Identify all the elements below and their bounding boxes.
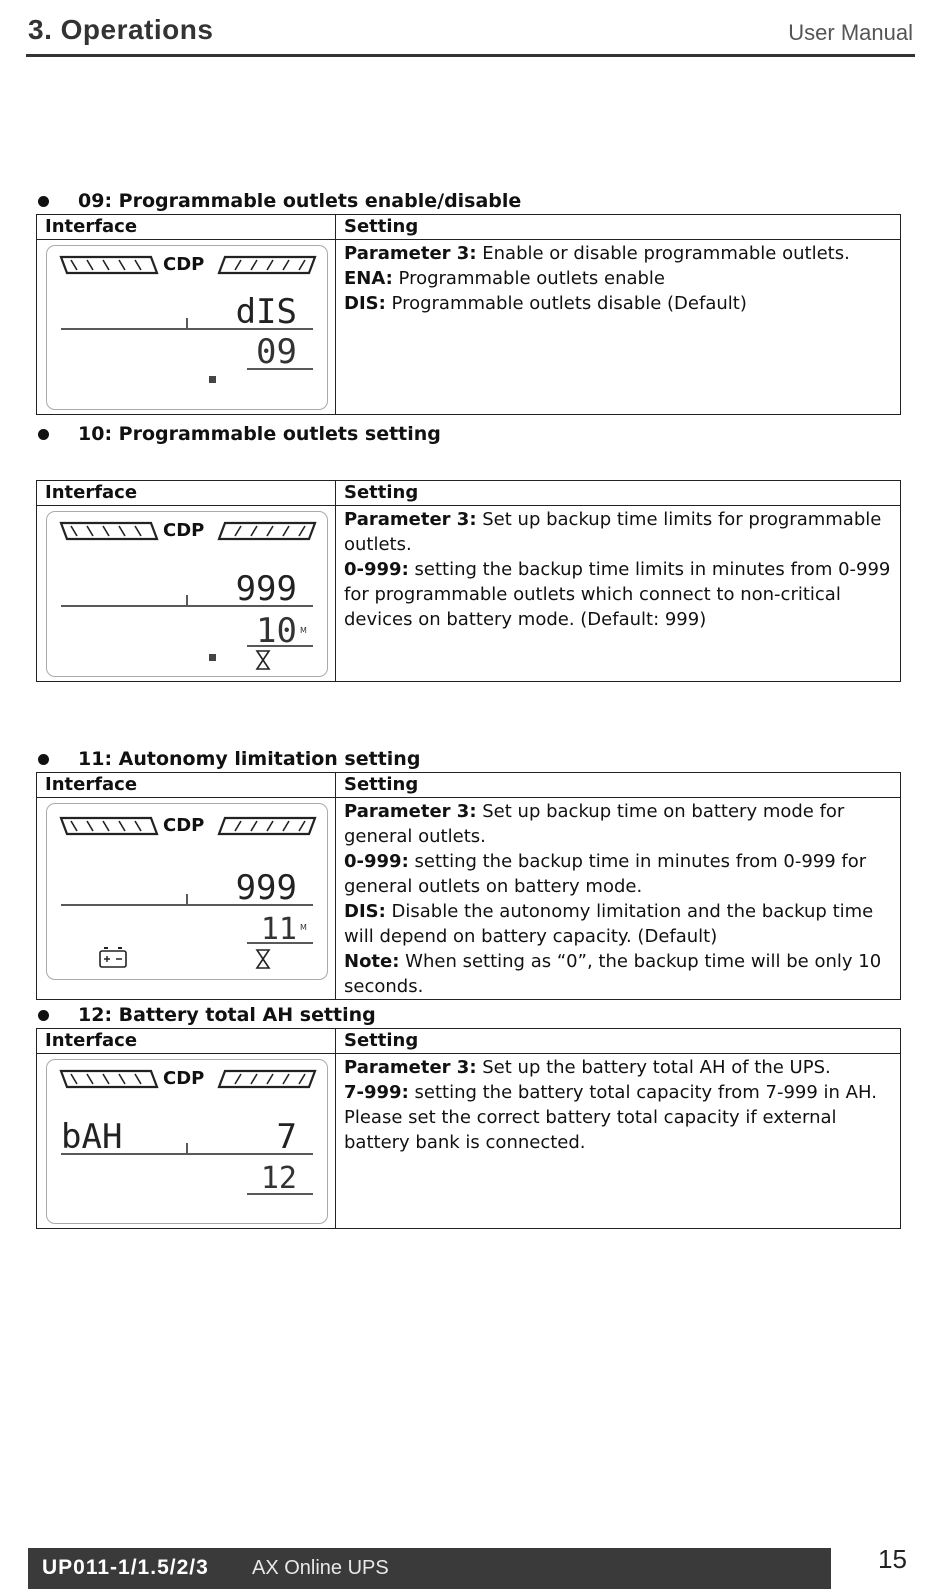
setting-header: Setting	[336, 481, 901, 506]
lcd-unit: M	[300, 923, 307, 932]
spec-table	[36, 772, 901, 1000]
lcd-screen	[47, 804, 327, 979]
lcd-bottom-value: 09	[256, 332, 297, 372]
bullet-icon	[38, 196, 49, 207]
setting-cell	[336, 1054, 901, 1229]
setting-header: Setting	[336, 215, 901, 240]
hourglass-icon	[257, 651, 269, 669]
lcd-screen	[47, 512, 327, 676]
setting-line: Parameter 3: Enable or disable programmable outlets.	[344, 243, 850, 264]
lcd-display	[46, 511, 328, 677]
lcd-cell	[37, 240, 336, 415]
section-title: 12: Battery total AH setting	[36, 1002, 901, 1028]
hourglass-icon	[257, 950, 269, 968]
battery-bar-icon	[61, 818, 157, 834]
battery-bar-icon	[61, 257, 157, 273]
lcd-cell	[37, 798, 336, 1000]
lcd-cell	[37, 506, 336, 682]
outlet-indicator-icon	[209, 376, 216, 383]
setting-cell	[336, 506, 901, 682]
setting-header: Setting	[336, 1029, 901, 1054]
manual-label: User Manual	[788, 20, 913, 45]
setting-line: 7-999: setting the battery total capacity from 7-999 in AH. Please set the correct battery total capacity if external battery bank is connected.	[344, 1082, 877, 1153]
battery-bar-icon	[61, 523, 157, 539]
load-bar-icon	[219, 818, 315, 834]
section-title: 10: Programmable outlets setting	[36, 421, 901, 447]
lcd-display	[46, 803, 328, 980]
setting-cell	[336, 240, 901, 415]
lcd-unit: M	[300, 626, 307, 635]
spec-table	[36, 1028, 901, 1229]
lcd-screen	[47, 246, 327, 409]
lcd-cell	[37, 1054, 336, 1229]
lcd-logo: CDP	[163, 520, 205, 541]
outlet-indicator-icon	[209, 654, 216, 661]
lcd-left-value: bAH	[61, 1117, 123, 1157]
load-bar-icon	[219, 523, 315, 539]
setting-line: 0-999: setting the backup time in minutes from 0-999 for general outlets on battery mode.	[344, 851, 867, 897]
setting-line: DIS: Programmable outlets disable (Default)	[344, 293, 747, 314]
bullet-icon	[38, 754, 49, 765]
section-11	[36, 746, 901, 1000]
load-bar-icon	[219, 257, 315, 273]
chapter-title: 3. Operations	[28, 14, 214, 45]
setting-line: 0-999: setting the backup time limits in minutes from 0-999 for programmable outlets which connect to non-critical devices on battery mode. (Default: 999)	[344, 559, 891, 630]
section-12	[36, 1002, 901, 1229]
lcd-screen	[47, 1060, 327, 1223]
lcd-bottom-value: 12	[260, 1161, 297, 1196]
interface-header: Interface	[37, 215, 336, 240]
setting-line: ENA: Programmable outlets enable	[344, 268, 666, 289]
product-name: AX Online UPS	[252, 1557, 389, 1579]
lcd-top-value: 7	[276, 1117, 297, 1157]
lcd-logo: CDP	[163, 254, 205, 275]
interface-header: Interface	[37, 1029, 336, 1054]
battery-bar-icon	[61, 1071, 157, 1087]
lcd-top-value: dIS	[235, 292, 297, 332]
section-09	[36, 188, 901, 415]
section-title: 11: Autonomy limitation setting	[36, 746, 901, 772]
bullet-icon	[38, 1010, 49, 1021]
interface-header: Interface	[37, 773, 336, 798]
setting-line: Parameter 3: Set up backup time limits for programmable outlets.	[344, 509, 882, 555]
setting-cell	[336, 798, 901, 1000]
model-number: UP011-1/1.5/2/3	[42, 1556, 209, 1579]
lcd-top-value: 999	[235, 868, 297, 908]
load-bar-icon	[219, 1071, 315, 1087]
bullet-icon	[38, 429, 49, 440]
setting-header: Setting	[336, 773, 901, 798]
spec-table	[36, 214, 901, 415]
lcd-bottom-value: 11	[260, 912, 297, 947]
lcd-top-value: 999	[235, 569, 297, 609]
lcd-display	[46, 245, 328, 410]
setting-line: Note: When setting as “0”, the backup time will be only 10 seconds.	[344, 951, 882, 997]
setting-line: DIS: Disable the autonomy limitation and the backup time will depend on battery capacity. (Default)	[344, 901, 874, 947]
setting-line: Parameter 3: Set up backup time on battery mode for general outlets.	[344, 801, 845, 847]
battery-icon	[100, 948, 126, 967]
setting-line: Parameter 3: Set up the battery total AH of the UPS.	[344, 1057, 831, 1078]
page-number: 15	[878, 1544, 907, 1574]
lcd-display	[46, 1059, 328, 1224]
lcd-bottom-value: 10	[256, 611, 297, 651]
interface-header: Interface	[37, 481, 336, 506]
section-10	[36, 421, 901, 682]
page-header	[26, 10, 915, 57]
spec-table	[36, 480, 901, 682]
page-footer	[28, 1548, 831, 1589]
section-title: 09: Programmable outlets enable/disable	[36, 188, 901, 214]
lcd-logo: CDP	[163, 815, 205, 836]
lcd-logo: CDP	[163, 1068, 205, 1089]
